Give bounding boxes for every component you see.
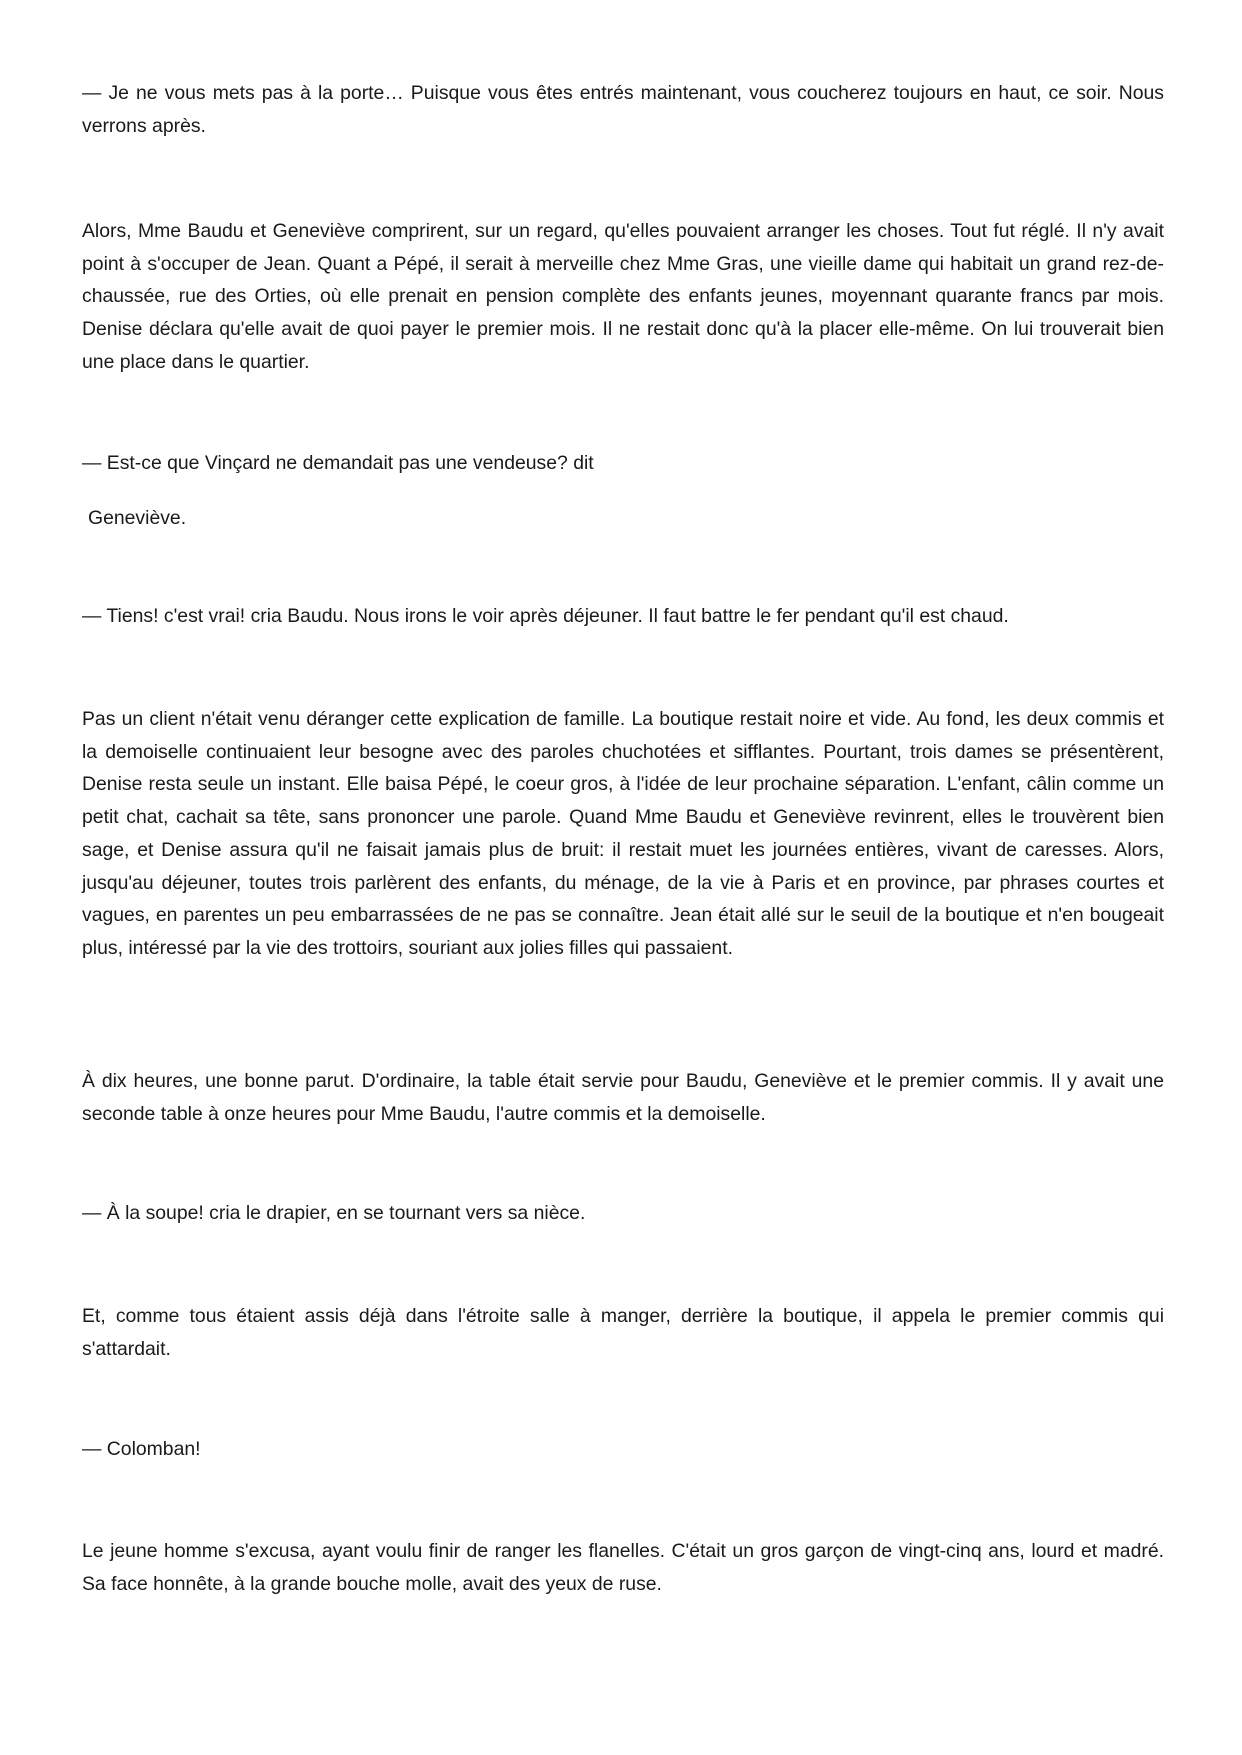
paragraph-8: — À la soupe! cria le drapier, en se tournant vers sa nièce.	[82, 1202, 586, 1224]
paragraph-2: Alors, Mme Baudu et Geneviève comprirent, sur un regard, qu'elles pouvaient arranger les choses. Tout fut réglé. Il n'y avait point à s'occuper de Jean. Quant a Pépé, il serait à merveille chez Mme Gras, une vieille dame qui habitait un grand rez-de-chaussée, rue des Orties, où elle prenait en pension complète des enfants jeunes, moyennant quarante francs par mois. Denise déclara qu'elle avait de quoi payer le premier mois. Il ne restait donc qu'à la placer elle-même. On lui trouverait bien une place dans le quartier.	[82, 220, 1164, 373]
paragraph-1: — Je ne vous mets pas à la porte… Puisque vous êtes entrés maintenant, vous coucherez toujours en haut, ce soir. Nous verrons après.	[82, 82, 1164, 137]
paragraph-11: Le jeune homme s'excusa, ayant voulu finir de ranger les flanelles. C'était un gros garçon de vingt-cinq ans, lourd et madré. Sa face honnête, à la grande bouche molle, avait des yeux de ruse.	[82, 1540, 1164, 1595]
paragraph-10: — Colomban!	[82, 1438, 201, 1460]
paragraph-4: Geneviève.	[88, 507, 187, 529]
paragraph-9: Et, comme tous étaient assis déjà dans l'étroite salle à manger, derrière la boutique, il appela le premier commis qui s'attardait.	[82, 1305, 1164, 1360]
paragraph-3: — Est-ce que Vinçard ne demandait pas une vendeuse? dit	[82, 452, 594, 474]
paragraph-6: Pas un client n'était venu déranger cette explication de famille. La boutique restait noire et vide. Au fond, les deux commis et la demoiselle continuaient leur besogne avec des paroles chuchotées et sifflantes. Pourtant, trois dames se présentèrent, Denise resta seule un instant. Elle baisa Pépé, le coeur gros, à l'idée de leur prochaine séparation. L'enfant, câlin comme un petit chat, cachait sa tête, sans prononcer une parole. Quand Mme Baudu et Geneviève revinrent, elles le trouvèrent bien sage, et Denise assura qu'il ne faisait jamais plus de bruit: il restait muet les journées entières, vivant de caresses. Alors, jusqu'au déjeuner, toutes trois parlèrent des enfants, du ménage, de la vie à Paris et en province, par phrases courtes et vagues, en parentes un peu embarrassées de ne pas se connaître. Jean était allé sur le seuil de la boutique et n'en bougeait plus, intéressé par la vie des trottoirs, souriant aux jolies filles qui passaient.	[82, 708, 1164, 959]
paragraph-5: — Tiens! c'est vrai! cria Baudu. Nous irons le voir après déjeuner. Il faut battre le fer pendant qu'il est chaud.	[82, 605, 1009, 627]
paragraph-7: À dix heures, une bonne parut. D'ordinaire, la table était servie pour Baudu, Geneviève et le premier commis. Il y avait une seconde table à onze heures pour Mme Baudu, l'autre commis et la demoiselle.	[82, 1070, 1164, 1125]
